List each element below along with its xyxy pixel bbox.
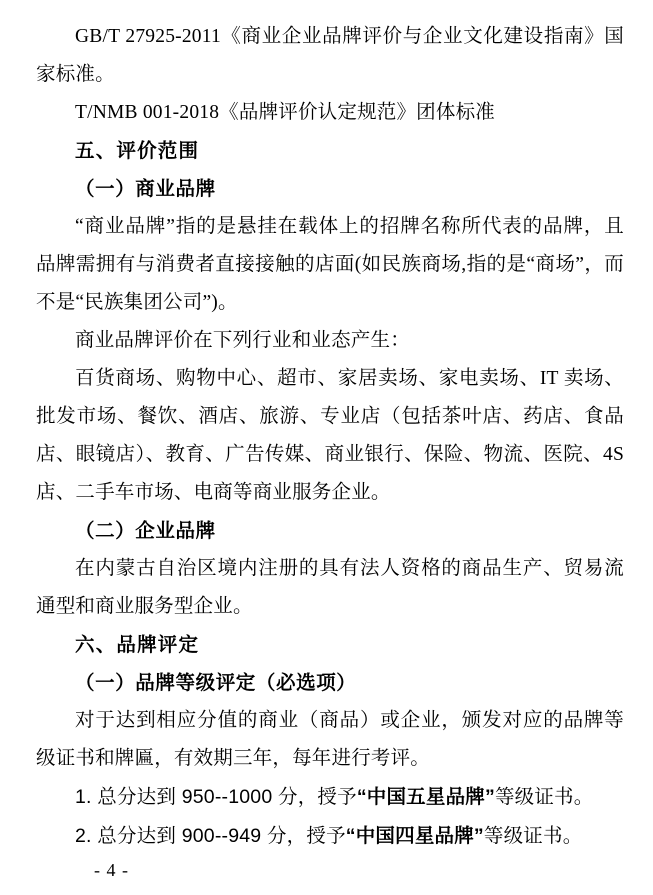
grade-four-star-suffix: 等级证书。 [483,826,583,847]
grade-four-star-prefix: 2. 总分达到 900--949 分，授予 [75,825,346,847]
list-item-grade-four-star [36,817,624,856]
heading-section-five: 五、评价范围 [75,140,200,162]
paragraph-evaluation-industries-intro: 商业品牌评价在下列行业和业态产生： [75,330,410,351]
paragraph-grade-certificate: 对于达到相应分值的商业（商品）或企业，颁发对应的品牌等级证书和牌匾，有效期三年，每年进行考评。 [36,710,624,769]
page-number: - 4 - [94,860,129,880]
heading-subsection-commercial-brand: （一）商业品牌 [75,178,216,200]
list-item-grade-five-star [36,778,624,817]
heading-subsection-grade-evaluation: （一）品牌等级评定（必选项） [75,672,357,694]
page-footer [0,860,653,881]
grade-five-star-prefix: 1. 总分达到 950--1000 分，授予 [75,786,357,808]
paragraph-commercial-brand-definition: “商业品牌”指的是悬挂在载体上的招牌名称所代表的品牌，且品牌需拥有与消费者直接接触的店面(如民族商场,指的是“商场”，而不是“民族集团公司”)。 [36,216,624,313]
grade-five-star-award: “中国五星品牌” [356,786,495,808]
paragraph-enterprise-brand-definition: 在内蒙古自治区境内注册的具有法人资格的商品生产、贸易流通型和商业服务型企业。 [36,558,624,617]
heading-subsection-enterprise-brand: （二）企业品牌 [75,520,216,542]
paragraph-standard-tnmb: T/NMB 001-2018《品牌评价认定规范》团体标准 [75,102,495,123]
heading-section-six: 六、品牌评定 [75,634,200,656]
paragraph-industries-list: 百货商场、购物中心、超市、家居卖场、家电卖场、IT 卖场、批发市场、餐饮、酒店、旅游、专业店（包括茶叶店、药店、食品店、眼镜店）、教育、广告传媒、商业银行、保险、物流、医院、4S 店、二手车市场、电商等商业服务企业。 [36,368,624,503]
grade-five-star-suffix: 等级证书。 [494,787,594,808]
paragraph-standard-gbt: GB/T 27925-2011《商业企业品牌评价与企业文化建设指南》国家标准。 [36,26,624,85]
grade-four-star-award: “中国四星品牌” [345,825,484,847]
document-body [36,18,624,856]
